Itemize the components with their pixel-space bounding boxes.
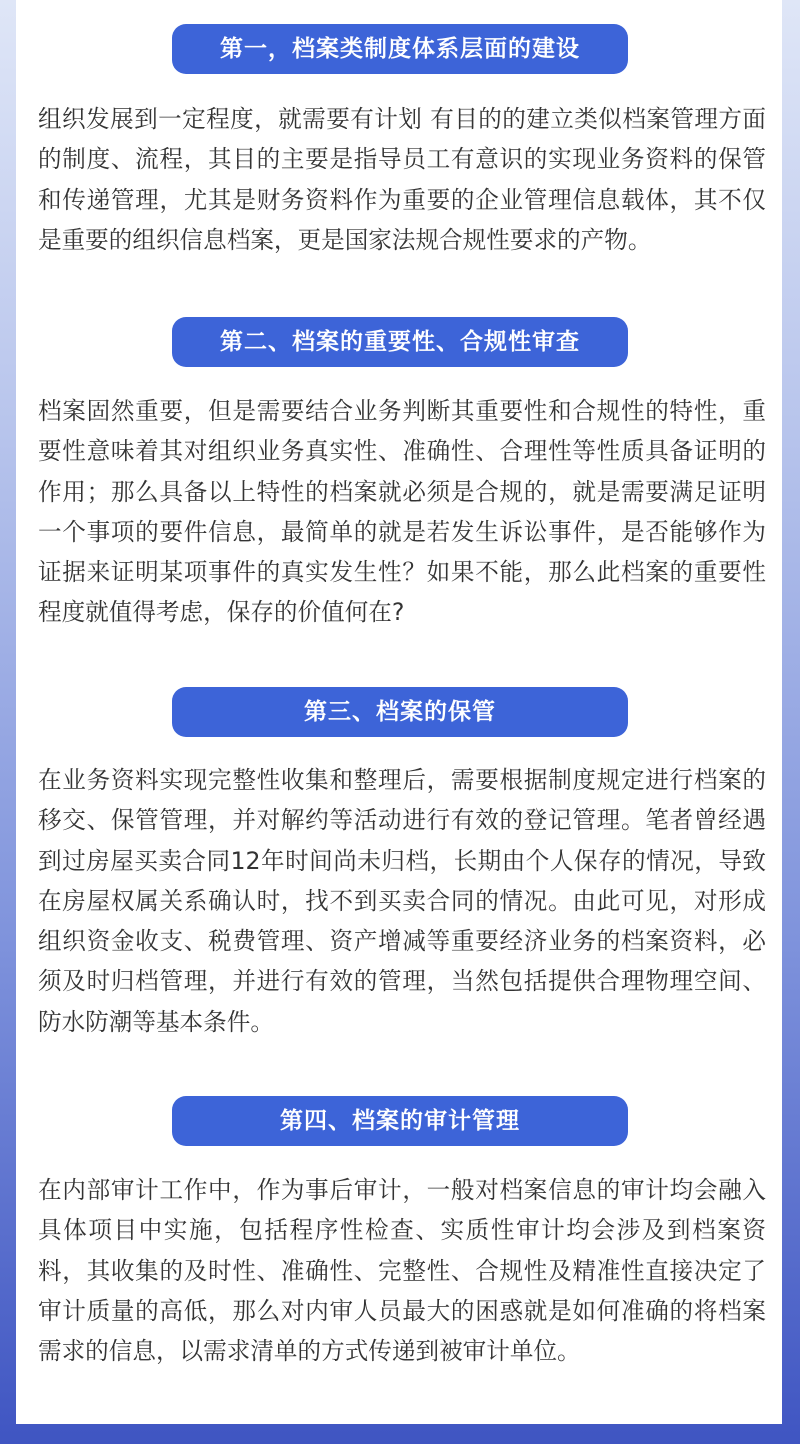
section-1-body: 组织发展到一定程度，就需要有计划 有目的的建立类似档案管理方面的制度、流程，其目的主要是指导员工有意识的实现业务资料的保管和传递管理，尤其是财务资料作为重要的企业管理信息载体，其不仅是重要的组织信息档案，更是国家法规合规性要求的产物。 — [38, 105, 766, 254]
section-3-heading: 第三、档案的保管 — [172, 687, 628, 737]
section-3-body: 在业务资料实现完整性收集和整理后，需要根据制度规定进行档案的移交、保管管理，并对解约等活动进行有效的登记管理。笔者曾经遇到过房屋买卖合同12年时间尚未归档，长期由个人保存的情况，导致在房屋权属关系确认时，找不到买卖合同的情况。由此可见，对形成组织资金收支、税费管理、资产增减等重要经济业务的档案资料，必须及时归档管理，并进行有效的管理，当然包括提供合理物理空间、防水防潮等基本条件。 — [38, 766, 766, 1036]
section-2-body: 档案固然重要，但是需要结合业务判断其重要性和合规性的特性，重要性意味着其对组织业务真实性、准确性、合理性等性质具备证明的作用；那么具备以上特性的档案就必须是合规的，就是需要满足证明一个事项的要件信息，最简单的就是若发生诉讼事件，是否能够作为证据来证明某项事件的真实发生性？如果不能，那么此档案的重要性程度就值得考虑，保存的价值何在? — [38, 397, 766, 627]
section-2-heading: 第二、档案的重要性、合规性审查 — [172, 317, 628, 367]
section-4-body: 在内部审计工作中，作为事后审计，一般对档案信息的审计均会融入具体项目中实施，包括程序性检查、实质性审计均会涉及到档案资料，其收集的及时性、准确性、完整性、合规性及精准性直接决定了审计质量的高低，那么对内审人员最大的困惑就是如何准确的将档案需求的信息，以需求清单的方式传递到被审计单位。 — [38, 1176, 766, 1366]
section-1-heading: 第一，档案类制度体系层面的建设 — [172, 24, 628, 74]
section-4-heading: 第四、档案的审计管理 — [172, 1096, 628, 1146]
